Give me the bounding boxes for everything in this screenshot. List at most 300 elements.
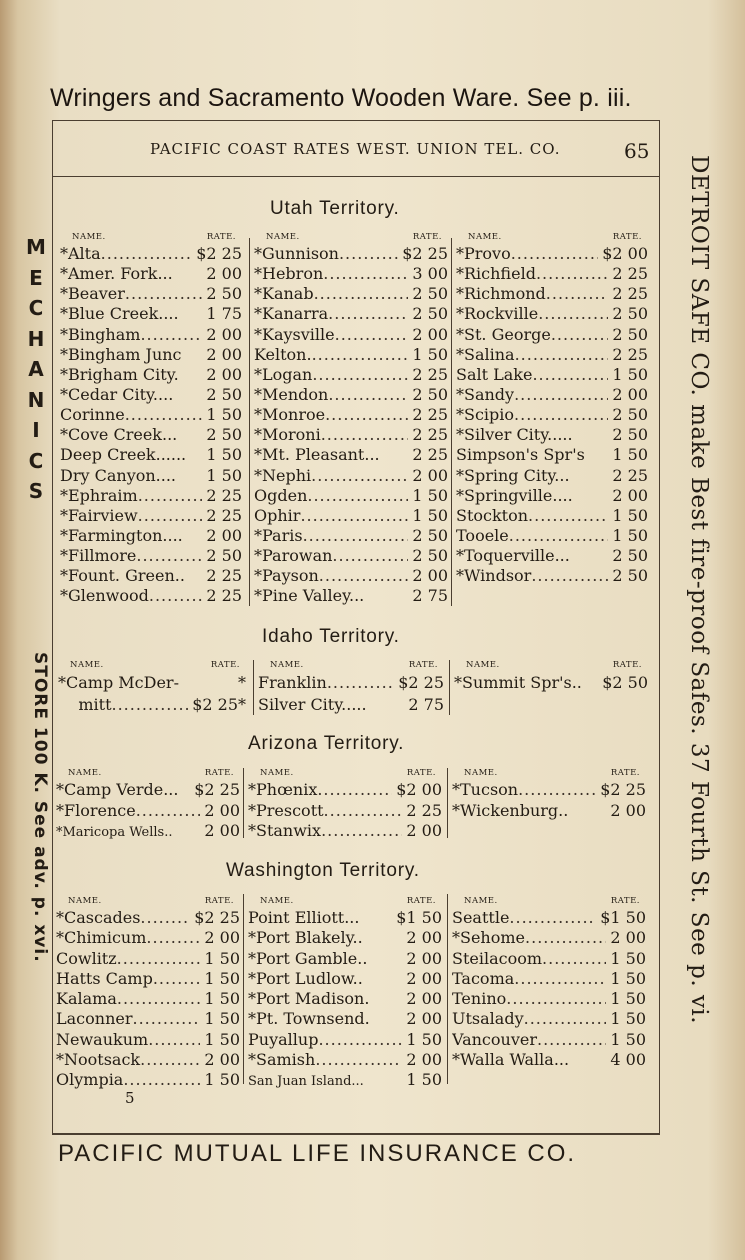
rate-entry (56, 908, 240, 928)
column-divider (253, 660, 254, 715)
station-name: Deep Creek...... (60, 445, 187, 465)
station-name: *Fount. Green.. (60, 566, 185, 586)
station-name: *Gunnison (254, 244, 339, 263)
station-name: Kelton. (254, 344, 312, 364)
leader-dots (307, 486, 408, 506)
station-rate: 1 50 (610, 968, 646, 988)
rate-entry (60, 284, 242, 304)
rate-entry (456, 304, 648, 324)
column-header (58, 660, 246, 672)
rate-entry (456, 506, 648, 526)
footer-signature-number: 5 (125, 1089, 135, 1107)
right-margin-advertisement: DETROIT SAFE CO. make Best fire-proof Safes. 37 Fourth St. See p. vi. (686, 155, 712, 1025)
rate-entry (60, 405, 242, 425)
rate-entry (254, 405, 448, 425)
station-rate: 1 50 (610, 1009, 646, 1029)
station-rate: 1 50 (412, 344, 448, 364)
rate-column (56, 768, 240, 842)
rate-entry (456, 486, 648, 506)
station-rate: $2 00 (396, 780, 442, 799)
page-number: 65 (624, 139, 650, 163)
leader-dots (332, 546, 408, 566)
leader-dots (136, 801, 201, 822)
leader-dots (125, 405, 203, 425)
station-rate: 1 50 (406, 1029, 442, 1049)
column-header-rate: RATE. (408, 660, 438, 670)
column-header (254, 232, 448, 244)
station-name: *Windsor (456, 566, 532, 586)
station-rate: 1 75 (206, 304, 242, 324)
station-name: *Bingham (60, 324, 141, 344)
rate-entry (60, 486, 242, 506)
rate-entry (60, 264, 242, 284)
station-name: Dry Canyon.... (60, 465, 177, 485)
station-name: Puyallup (248, 1029, 319, 1049)
column-header-rate: RATE. (610, 768, 640, 778)
rate-column (454, 660, 648, 694)
station-rate: 2 25 (412, 405, 448, 425)
rate-entry (60, 425, 242, 445)
rate-entry (254, 506, 448, 526)
leader-dots (551, 325, 609, 345)
rate-entry (254, 586, 448, 606)
station-rate: 2 50 (412, 384, 448, 404)
station-name: mitt (58, 695, 112, 714)
leader-dots (117, 989, 201, 1009)
station-name: *Kaysville (254, 324, 335, 344)
section-title: Arizona Territory. (248, 733, 405, 754)
leader-dots (140, 908, 190, 928)
leader-dots (324, 801, 403, 822)
station-name: *Sandy (456, 384, 515, 404)
leader-dots (524, 1009, 607, 1029)
rate-entry (248, 989, 442, 1009)
leader-dots (138, 486, 203, 506)
leader-dots (312, 345, 409, 365)
rate-entry (56, 821, 240, 842)
rate-entry (60, 365, 242, 385)
frame-top-rule (52, 120, 660, 121)
station-rate: 2 25 (206, 586, 242, 606)
station-name: Cowlitz (56, 948, 117, 968)
rate-entry (254, 445, 448, 465)
station-rate: 2 00 (612, 485, 648, 505)
leader-dots (317, 780, 392, 801)
station-rate: 2 00 (406, 821, 442, 840)
rate-entry (56, 801, 240, 822)
station-name: *Nephi (254, 465, 312, 485)
column-header-name: NAME. (270, 660, 304, 670)
station-rate: 1 50 (204, 1070, 240, 1090)
station-name: *Parowan (254, 546, 333, 566)
column-header-name: NAME. (70, 660, 104, 670)
leader-dots (123, 1070, 200, 1090)
rate-entry (452, 1050, 646, 1070)
leader-dots (327, 672, 394, 694)
station-name: *Chimicum (56, 928, 147, 948)
station-rate: $1 50 (396, 908, 442, 927)
station-name: *Maricopa Wells.. (56, 825, 173, 840)
column-header (452, 896, 646, 908)
column-header (60, 232, 242, 244)
rate-entry (452, 801, 646, 822)
section-title: Washington Territory. (226, 860, 420, 881)
bottom-advertisement: PACIFIC MUTUAL LIFE INSURANCE CO. (58, 1140, 577, 1167)
column-header-rate: RATE. (206, 232, 236, 242)
station-rate: 1 50 (610, 948, 646, 968)
rate-entry (248, 780, 442, 801)
station-rate: 1 50 (610, 1029, 646, 1049)
leader-dots (538, 304, 608, 324)
station-rate: 2 00 (204, 1050, 240, 1070)
rate-entry (456, 264, 648, 284)
rate-column (456, 232, 648, 586)
station-name: *Stanwix (248, 821, 322, 840)
station-rate: 1 50 (412, 505, 448, 525)
section-title: Utah Territory. (270, 198, 400, 219)
column-header-name: NAME. (464, 896, 498, 906)
station-name: *Richfield (456, 264, 536, 284)
station-rate: 2 00 (412, 566, 448, 586)
rate-entry (60, 385, 242, 405)
leader-dots (328, 304, 408, 324)
station-rate: 2 25 (612, 465, 648, 485)
station-name: *Cove Creek... (60, 425, 178, 445)
station-rate: 1 50 (204, 989, 240, 1009)
column-divider (449, 660, 450, 715)
leader-dots (525, 928, 606, 948)
leader-dots (518, 780, 596, 801)
station-rate: 2 50 (206, 546, 242, 566)
left-margin-advertisement-stacked (23, 232, 49, 507)
station-rate: 2 50 (412, 525, 448, 545)
station-name: *Spring City... (456, 465, 570, 485)
station-name: Olympia (56, 1070, 124, 1090)
station-name: *Cascades (56, 908, 141, 927)
station-rate: 2 00 (406, 1009, 442, 1029)
station-name: *Mendon (254, 384, 329, 404)
leader-dots (509, 526, 609, 546)
column-header (258, 660, 444, 672)
station-rate: 2 00 (412, 324, 448, 344)
station-name: Vancouver (452, 1029, 537, 1049)
leader-dots (506, 989, 606, 1009)
station-name: Corinne (60, 405, 125, 425)
rate-entry (60, 526, 242, 546)
station-rate: 2 00 (204, 928, 240, 948)
rate-entry (254, 365, 448, 385)
rate-column (452, 768, 646, 821)
station-name: *Richmond (456, 284, 546, 304)
station-rate: 2 00 (206, 525, 242, 545)
rate-entry (248, 908, 442, 928)
station-rate: 2 00 (206, 364, 242, 384)
rate-entry (60, 546, 242, 566)
station-rate: 2 25 (612, 264, 648, 284)
station-rate: * (238, 673, 246, 692)
column-header (456, 232, 648, 244)
station-name: *Bingham Junc (60, 344, 182, 364)
station-rate: 1 50 (612, 525, 648, 545)
margin-letter: A (28, 357, 44, 381)
station-rate: 4 00 (610, 1050, 646, 1070)
rate-column (254, 232, 448, 607)
rate-entry (456, 526, 648, 546)
station-rate: 3 00 (412, 264, 448, 284)
rate-entry (456, 466, 648, 486)
column-header-rate: RATE. (612, 232, 642, 242)
rate-entry (254, 325, 448, 345)
station-name: *Fillmore (60, 546, 137, 566)
rate-entry (456, 425, 648, 445)
station-name: *Port Madison. (248, 989, 370, 1009)
leader-dots (312, 365, 408, 385)
station-rate: 2 00 (412, 465, 448, 485)
station-name: *Samish (248, 1050, 316, 1070)
station-rate: 2 00 (406, 1050, 442, 1070)
rate-entry (452, 989, 646, 1009)
column-header (56, 896, 240, 908)
rate-entry (456, 385, 648, 405)
station-rate: 2 50 (206, 284, 242, 304)
column-header-name: NAME. (466, 660, 500, 670)
station-name: *Walla Walla... (452, 1050, 570, 1070)
column-header-rate: RATE. (412, 232, 442, 242)
rate-entry (456, 244, 648, 264)
station-rate: $2 00 (602, 244, 648, 263)
column-header-name: NAME. (72, 232, 106, 242)
leader-dots (132, 1009, 200, 1029)
rate-entry (456, 566, 648, 586)
station-name: *Silver City..... (456, 425, 573, 445)
station-name: *Camp McDer- (58, 673, 179, 692)
rate-entry (452, 780, 646, 801)
station-rate: 2 25 (612, 284, 648, 304)
rate-entry (56, 1050, 240, 1070)
column-header-rate: RATE. (204, 896, 234, 906)
station-name: *Port Blakely.. (248, 928, 363, 948)
leader-dots (509, 908, 596, 928)
station-rate: 2 25 (206, 485, 242, 505)
station-name: *Camp Verde... (56, 780, 179, 799)
station-rate: 2 00 (612, 384, 648, 404)
station-rate: $2 25 (194, 908, 240, 927)
rate-entry (254, 345, 448, 365)
rate-entry (248, 1030, 442, 1050)
station-name: *Phœnix (248, 780, 318, 799)
rate-entry (456, 284, 648, 304)
station-name: *Fairview (60, 505, 138, 525)
station-name: *St. George (456, 324, 551, 344)
station-name: Hatts Camp (56, 968, 153, 988)
station-rate: 2 00 (406, 968, 442, 988)
leader-dots (315, 1050, 402, 1070)
rate-entry (254, 284, 448, 304)
rate-column (56, 896, 240, 1091)
leader-dots (146, 928, 200, 948)
leader-dots (149, 586, 203, 606)
station-rate: 2 75 (408, 695, 444, 714)
rate-entry (248, 1070, 442, 1090)
rate-entry (56, 1070, 240, 1090)
rate-entry (248, 821, 442, 842)
station-name: *Amer. Fork... (60, 264, 173, 284)
leader-dots (335, 325, 409, 345)
column-divider (451, 238, 452, 606)
station-rate: 2 50 (612, 405, 648, 425)
rate-entry (452, 1009, 646, 1029)
rate-entry (254, 526, 448, 546)
left-margin-advertisement-rotated: STORE 100 K. See adv. p. xvi. (30, 652, 50, 963)
rate-entry (456, 405, 648, 425)
margin-letter: N (27, 387, 45, 412)
station-name: *Nootsack (56, 1050, 141, 1070)
station-rate: $2 25 (398, 673, 444, 692)
station-rate: 2 50 (412, 304, 448, 324)
leader-dots (321, 425, 409, 445)
station-name: Laconner (56, 1009, 133, 1029)
station-name: *Mt. Pleasant... (254, 445, 380, 465)
column-header (248, 768, 442, 780)
column-header-name: NAME. (260, 896, 294, 906)
rate-entry (254, 486, 448, 506)
leader-dots (321, 821, 402, 842)
leader-dots (537, 1030, 606, 1050)
station-rate: 2 00 (206, 344, 242, 364)
rate-entry (456, 365, 648, 385)
station-name: Franklin (258, 673, 327, 692)
station-rate: 2 25 (412, 445, 448, 465)
station-rate: 1 50 (204, 1009, 240, 1029)
rate-entry (58, 672, 246, 694)
rate-entry (60, 325, 242, 345)
rate-entry (248, 969, 442, 989)
station-rate: $2 25 (600, 780, 646, 799)
station-rate: 1 50 (206, 445, 242, 465)
station-rate: 1 50 (412, 485, 448, 505)
rate-entry (248, 949, 442, 969)
station-name: *Wickenburg.. (452, 800, 569, 820)
station-rate: 1 50 (612, 445, 648, 465)
leader-dots (101, 244, 193, 264)
station-name: *Port Gamble.. (248, 948, 368, 968)
leader-dots (328, 385, 408, 405)
station-rate: 2 50 (612, 425, 648, 445)
station-rate: 1 50 (204, 968, 240, 988)
station-rate: 1 50 (204, 1029, 240, 1049)
rate-entry (258, 694, 444, 716)
margin-letter: C (28, 296, 44, 320)
station-name: *Pine Valley... (254, 586, 365, 606)
rate-entry (56, 928, 240, 948)
running-head: PACIFIC COAST RATES WEST. UNION TEL. CO. (150, 140, 561, 158)
rate-column (452, 896, 646, 1070)
station-rate: 1 50 (406, 1070, 442, 1090)
rate-column (58, 660, 246, 716)
leader-dots (303, 526, 409, 546)
station-rate: 2 50 (612, 546, 648, 566)
margin-letter: M (26, 235, 46, 259)
bottom-rule (52, 1133, 660, 1135)
station-name: Silver City..... (258, 695, 367, 714)
margin-letter: S (28, 479, 44, 503)
station-name: *Ephraim (60, 485, 138, 505)
station-rate: 2 25 (412, 425, 448, 445)
column-header (248, 896, 442, 908)
column-divider (243, 768, 244, 838)
leader-dots (300, 506, 408, 526)
rate-entry (60, 445, 242, 465)
station-rate: 2 50 (612, 304, 648, 324)
leader-dots (138, 506, 203, 526)
station-name: *Farmington.... (60, 525, 183, 545)
station-name: Tenino (452, 989, 507, 1009)
station-rate: 1 50 (204, 948, 240, 968)
station-rate: 2 00 (204, 800, 240, 820)
column-header-name: NAME. (464, 768, 498, 778)
margin-letter: I (32, 418, 40, 442)
rate-entry (56, 1009, 240, 1029)
station-name: *Provo (456, 244, 511, 263)
station-rate: 2 50 (412, 284, 448, 304)
station-name: *Rockville (456, 304, 539, 324)
station-rate: 2 50 (612, 566, 648, 586)
station-rate: 2 00 (204, 821, 240, 840)
leader-dots (514, 405, 608, 425)
rate-entry (254, 466, 448, 486)
rate-entry (452, 908, 646, 928)
station-name: Tooele (456, 525, 509, 545)
leader-dots (531, 566, 608, 586)
rate-entry (60, 304, 242, 324)
column-header (452, 768, 646, 780)
rate-entry (248, 1009, 442, 1029)
station-name: *Toquerville... (456, 546, 570, 566)
rate-entry (452, 969, 646, 989)
leader-dots (532, 365, 608, 385)
station-rate: $2 25 (196, 244, 242, 263)
leader-dots (325, 405, 408, 425)
rate-entry (60, 566, 242, 586)
station-name: Ogden (254, 485, 308, 505)
column-header-name: NAME. (468, 232, 502, 242)
column-divider (447, 768, 448, 838)
leader-dots (546, 284, 609, 304)
rate-entry (248, 1050, 442, 1070)
station-name: *Springville.... (456, 485, 573, 505)
station-name: *Alta (60, 244, 101, 263)
station-name: *Prescott (248, 800, 324, 820)
column-header-rate: RATE. (406, 896, 436, 906)
leader-dots (514, 385, 608, 405)
leader-dots (140, 1050, 200, 1070)
leader-dots (319, 566, 409, 586)
rate-entry (60, 244, 242, 264)
station-rate: 2 25 (612, 344, 648, 364)
leader-dots (515, 345, 609, 365)
rate-entry (254, 264, 448, 284)
station-rate: 2 25 (406, 800, 442, 820)
station-rate: $1 50 (600, 908, 646, 927)
station-name: Steilacoom (452, 948, 543, 968)
station-name: *Summit Spr's.. (454, 673, 582, 692)
rate-entry (456, 345, 648, 365)
station-rate: 2 25 (206, 566, 242, 586)
station-name: *Kanarra (254, 304, 329, 324)
station-name: *Sehome (452, 928, 526, 948)
station-name: *Beaver (60, 284, 125, 304)
rate-column (248, 768, 442, 842)
